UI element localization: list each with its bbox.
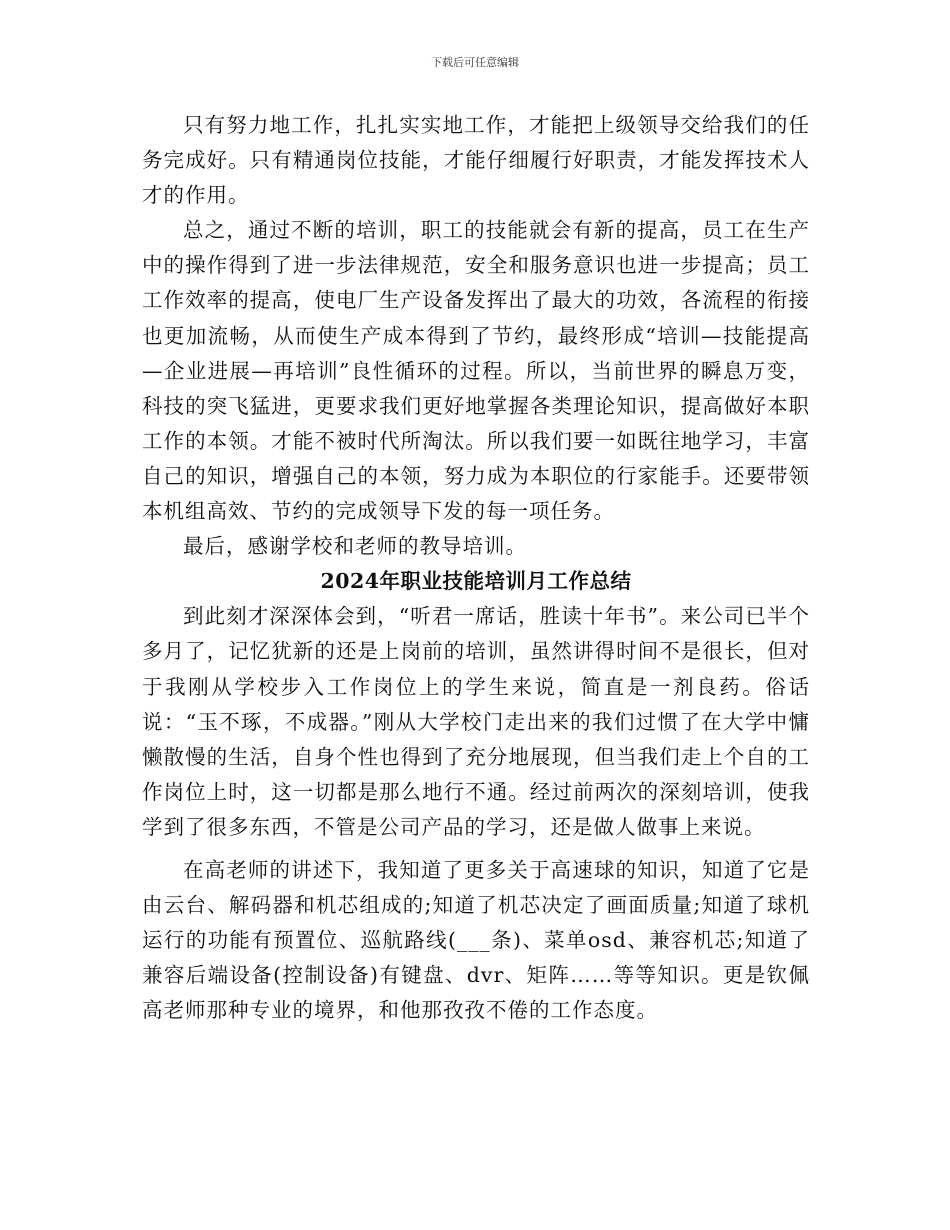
paragraph-work-hard: 只有努力地工作，扎扎实实地工作，才能把上级领导交给我们的任务完成好。只有精通岗位技能，才能仔细履行好职责，才能发挥技术人才的作用。	[142, 113, 810, 208]
paragraph-teacher-gao: 在高老师的讲述下，我知道了更多关于高速球的知识，知道了它是由云台、解码器和机芯组成的;知道了机芯决定了画面质量;知道了球机运行的功能有预置位、巡航路线(___条)、菜单osd、兼容机芯;知道了兼容后端设备(控制设备)有键盘、dvr、矩阵……等等知识。更是钦佩高老师那种专业的境界，和他那孜孜不倦的工作态度。	[142, 857, 810, 1023]
document-title: 2024年职业技能培训月工作总结	[320, 569, 632, 594]
page-header: 下载后可任意编辑	[431, 56, 519, 69]
paragraph-thanks: 最后，感谢学校和老师的教导培训。	[183, 534, 527, 559]
paragraph-training-experience: 到此刻才深深体会到，“听君一席话，胜读十年书”。来公司已半个多月了，记忆犹新的还是上岗前的培训，虽然讲得时间不是很长，但对于我刚从学校步入工作岗位上的学生来说，简直是一剂良药。俗话说：“玉不琢，不成器。”刚从大学校门走出来的我们过惯了在大学中慵懒散慢的生活，自身个性也得到了充分地展现，但当我们走上个自的工作岗位上时，这一切都是那么地行不通。经过前两次的深刻培训，使我学到了很多东西，不管是公司产品的学习，还是做人做事上来说。	[142, 604, 810, 839]
document-body	[142, 108, 810, 1028]
paragraph-summary: 总之，通过不断的培训，职工的技能就会有新的提高，员工在生产中的操作得到了进一步法律规范，安全和服务意识也进一步提高；员工工作效率的提高，使电厂生产设备发挥出了最大的功效，各流程的衔接也更加流畅，从而使生产成本得到了节约，最终形成“培训—技能提高—企业进展—再培训”良性循环的过程。所以，当前世界的瞬息万变，科技的突飞猛进，更要求我们更好地掌握各类理论知识，提高做好本职工作的本领。才能不被时代所淘汰。所以我们要一如既往地学习，丰富自己的知识，增强自己的本领，努力成为本职位的行家能手。还要带领本机组高效、节约的完成领导下发的每一项任务。	[142, 218, 810, 524]
